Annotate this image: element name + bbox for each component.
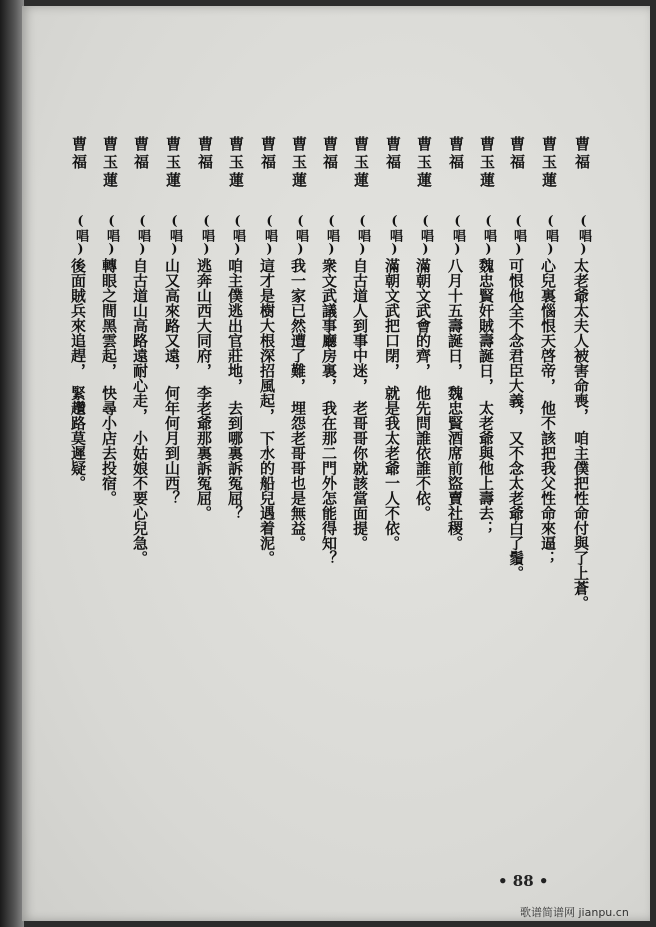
sing-tag: (唱) xyxy=(104,214,119,257)
speaker-name: 曹福 xyxy=(196,136,214,172)
lyric-line: 魏忠賢奸賊壽誕日， 太老爺與他上壽去； xyxy=(477,258,495,536)
speaker-name: 曹玉蓮 xyxy=(478,136,496,190)
lyric-line: 八月十五壽誕日， 魏忠賢酒席前盜賣社稷。 xyxy=(446,258,464,551)
speaker-name: 曹福 xyxy=(508,136,526,172)
speaker-name: 曹玉蓮 xyxy=(415,136,433,190)
lyric-line: 太老爺太夫人被害命喪， 咱主僕把性命付與了上蒼。 xyxy=(572,258,590,611)
speaker-name: 曹玉蓮 xyxy=(540,136,558,190)
book-spine xyxy=(0,0,24,927)
speaker-name: 曹玉蓮 xyxy=(352,136,370,190)
speaker-name: 曹福 xyxy=(573,136,591,172)
speaker-name: 曹福 xyxy=(259,136,277,172)
lyric-line: 自古道山高路遠耐心走， 小姑娘不要心兒急。 xyxy=(131,258,149,566)
speaker-name: 曹福 xyxy=(384,136,402,172)
sing-tag: (唱) xyxy=(230,214,245,257)
sing-tag: (唱) xyxy=(418,214,433,257)
lyric-line: 滿朝文武會的齊， 他先問誰依誰不依。 xyxy=(414,258,432,521)
lyric-line: 山又高來路又遠， 何年何月到山西？ xyxy=(163,258,181,506)
speaker-name: 曹福 xyxy=(321,136,339,172)
sing-tag: (唱) xyxy=(543,214,558,257)
lyric-line: 我一家已然遭了難， 埋怨老哥哥也是無益。 xyxy=(289,258,307,551)
sing-tag: (唱) xyxy=(481,214,496,257)
lyric-line: 心兒裏惱恨天啓帝， 他不該把我父性命來逼； xyxy=(539,258,557,566)
sing-tag: (唱) xyxy=(199,214,214,257)
lyric-line: 可恨他全不念君臣大義， 又不念太老爺白了鬚。 xyxy=(507,258,525,581)
sing-tag: (唱) xyxy=(576,214,591,257)
sing-tag: (唱) xyxy=(73,214,88,257)
lyric-line: 咱主僕逃出官莊地， 去到哪裏訴冤屈？ xyxy=(226,258,244,521)
sing-tag: (唱) xyxy=(135,214,150,257)
speaker-name: 曹福 xyxy=(447,136,465,172)
sing-tag: (唱) xyxy=(324,214,339,257)
speaker-name: 曹玉蓮 xyxy=(101,136,119,190)
sing-tag: (唱) xyxy=(293,214,308,257)
sing-tag: (唱) xyxy=(511,214,526,257)
watermark-footer: 歌谱简谱网 jianpu.cn xyxy=(520,906,629,919)
lyric-line: 轉眼之間黑雲起， 快尋小店去投宿。 xyxy=(100,258,118,506)
speaker-name: 曹福 xyxy=(70,136,88,172)
sing-tag: (唱) xyxy=(387,214,402,257)
lyric-line: 這才是樹大根深招風起， 下水的船兒遇着泥。 xyxy=(258,258,276,566)
speaker-name: 曹玉蓮 xyxy=(290,136,308,190)
lyric-line: 後面賊兵來追趕， 緊趲路莫遲疑。 xyxy=(69,258,87,491)
sing-tag: (唱) xyxy=(450,214,465,257)
book-page xyxy=(22,6,650,921)
page-number: • 88 • xyxy=(498,872,549,890)
sing-tag: (唱) xyxy=(355,214,370,257)
speaker-name: 曹福 xyxy=(132,136,150,172)
lyric-line: 逃奔山西大同府， 李老爺那裏訴冤屈。 xyxy=(195,258,213,521)
lyric-line: 衆文武議事廳房裏， 我在那二門外怎能得知？ xyxy=(320,258,338,566)
lyric-line: 自古道人到事中迷， 老哥哥你就該當面提。 xyxy=(351,258,369,551)
speaker-name: 曹玉蓮 xyxy=(164,136,182,190)
speaker-name: 曹玉蓮 xyxy=(227,136,245,190)
lyric-line: 滿朝文武把口閉， 就是我太老爺一人不依。 xyxy=(383,258,401,551)
sing-tag: (唱) xyxy=(167,214,182,257)
sing-tag: (唱) xyxy=(262,214,277,257)
